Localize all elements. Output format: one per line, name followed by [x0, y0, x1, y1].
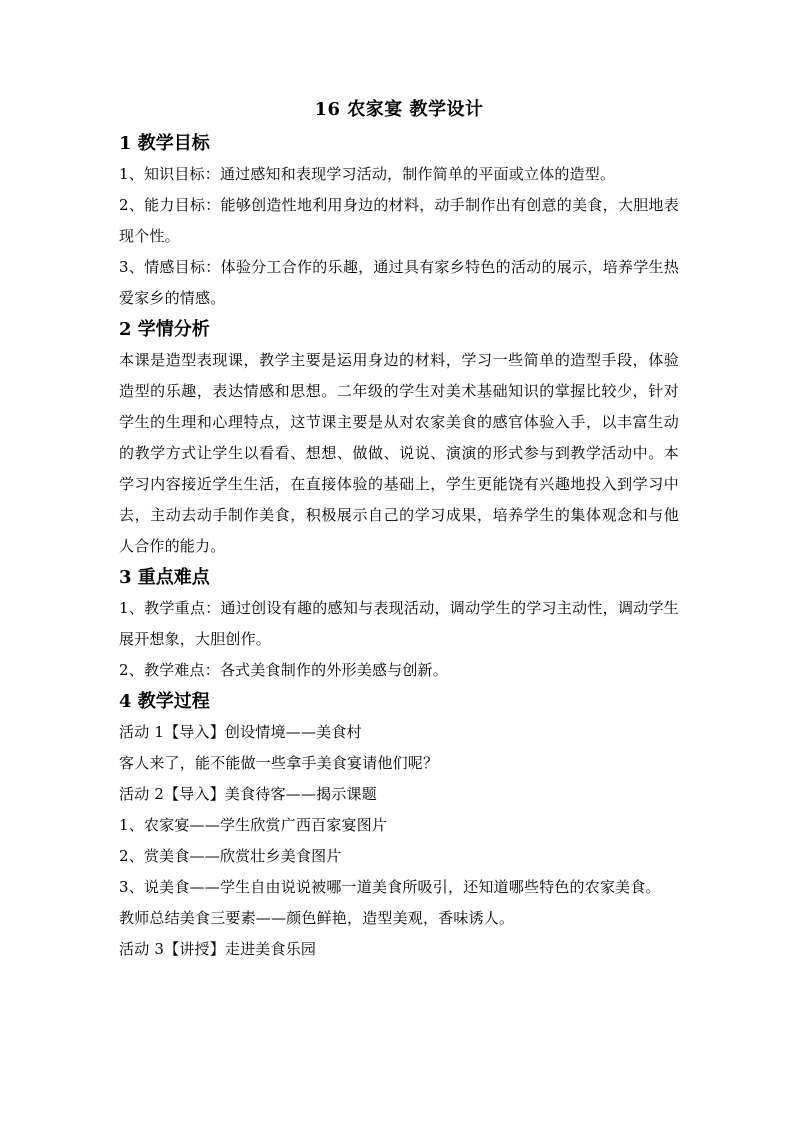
paragraph: 活动 1【导入】创设情境——美食村: [119, 723, 362, 741]
document-title: 16 农家宴 教学设计: [314, 99, 484, 120]
paragraph: 活动 3【讲授】走进美食乐园: [119, 940, 317, 958]
paragraph: 本课是造型表现课，教学主要是运用身边的材料，学习一些简单的造型手段，体验造型的乐趣，表达情感和思想。二年级的学生对美术基础知识的掌握比较少，针对学生的生理和心理特点，这节课主要是从对农家美食的感官体验入手，以丰富生动的教学方式让学生以看看、想想、做做、说说、演演的形式参与到教学活动中。本学习内容接近学生生活，在直接体验的基础上，学生更能饶有兴趣地投入到学习中去，主动去动手制作美食，积极展示自己的学习成果，培养学生的集体观念和与他人合作的能力。: [119, 351, 679, 555]
paragraph: 教师总结美食三要素——颜色鲜艳，造型美观，香味诱人。: [119, 909, 515, 927]
section-heading: 1 教学目标: [119, 133, 210, 154]
paragraph: 3、情感目标：体验分工合作的乐趣，通过具有家乡特色的活动的展示，培养学生热爱家乡的情感。: [119, 258, 679, 307]
paragraph: 活动 2【导入】美食待客——揭示课题: [119, 785, 377, 803]
section-teaching-objectives: [119, 128, 679, 314]
paragraph: 2、赏美食——欣赏壮乡美食图片: [119, 847, 342, 865]
document-page: [119, 96, 679, 965]
paragraph: 1、知识目标：通过感知和表现学习活动，制作简单的平面或立体的造型。: [119, 165, 616, 183]
paragraph: 2、教学难点：各式美食制作的外形美感与创新。: [119, 661, 448, 679]
paragraph: 1、农家宴——学生欣赏广西百家宴图片: [119, 816, 388, 834]
section-teaching-process: [119, 686, 679, 965]
section-heading: 2 学情分析: [119, 319, 210, 340]
paragraph: 3、说美食——学生自由说说被哪一道美食所吸引，还知道哪些特色的农家美食。: [119, 878, 661, 896]
section-heading: 4 教学过程: [119, 691, 210, 712]
section-learner-analysis: [119, 314, 679, 562]
paragraph: 2、能力目标：能够创造性地利用身边的材料，动手制作出有创意的美食，大胆地表现个性。: [119, 196, 679, 245]
section-heading: 3 重点难点: [119, 567, 210, 588]
paragraph: 1、教学重点：通过创设有趣的感知与表现活动，调动学生的学习主动性，调动学生展开想象，大胆创作。: [119, 599, 679, 648]
paragraph: 客人来了，能不能做一些拿手美食宴请他们呢？: [119, 754, 439, 772]
section-key-difficulties: [119, 562, 679, 686]
